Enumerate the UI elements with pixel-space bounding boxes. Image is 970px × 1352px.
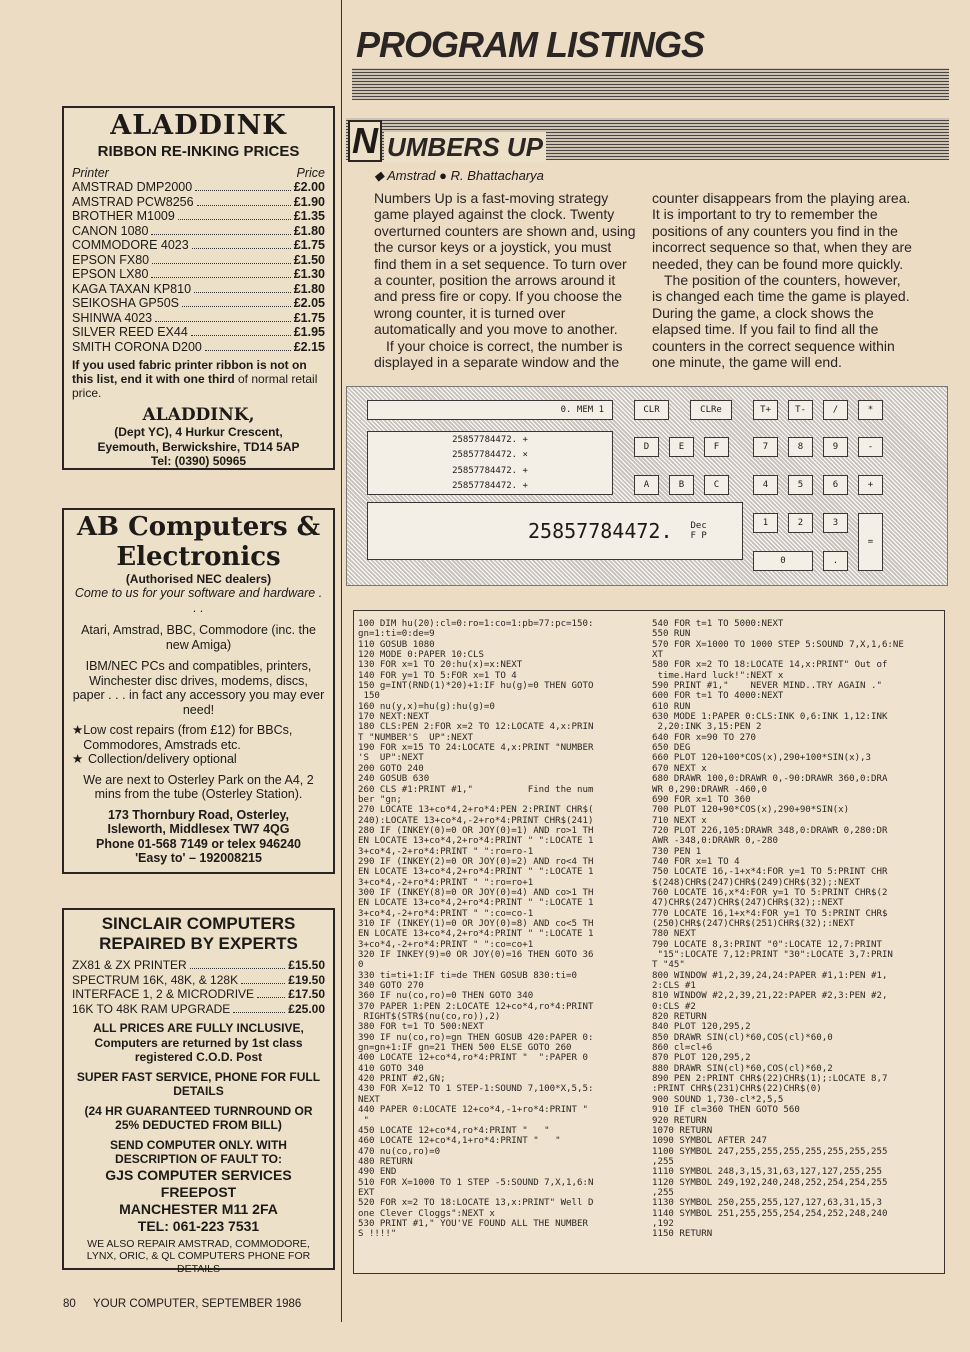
ad-dealer: (Authorised NEC dealers) xyxy=(125,572,272,586)
leader-dots xyxy=(152,263,291,264)
key-c[interactable]: C xyxy=(704,475,729,495)
item-name: COMMODORE 4023 xyxy=(72,238,189,252)
byline-machine: Amstrad xyxy=(387,168,436,183)
article-paragraph: Numbers Up is a fast-moving strategy game played against the clock. Twenty overturned counters are shown and, using the cursor keys or a joystick, you must find them in a set sequence. To turn over a counter, position the arrows around it and press fire or copy. If you choose the wrong counter, it is turned over automatically and you move to another. xyxy=(374,190,636,338)
price-row xyxy=(72,987,325,1002)
page-footer xyxy=(63,1298,301,1310)
note-bold: If you used fabric printer ribbon is not on this list, end it with one third xyxy=(72,358,307,386)
article-paragraph: If your choice is correct, the number is displayed in a separate window and the xyxy=(374,337,623,371)
item-price: £1.80 xyxy=(293,223,325,238)
header-band xyxy=(352,68,949,100)
item-name: SMITH CORONA D200 xyxy=(72,339,202,354)
price-list xyxy=(72,958,325,1016)
key-t-plus[interactable]: T+ xyxy=(753,400,778,420)
ad-text: ALL PRICES ARE FULLY INCLUSIVE, Computers are returned by 1st class registered C.O.D. Post xyxy=(93,1021,304,1064)
ad-text: SEND COMPUTER ONLY. WITH DESCRIPTION OF FAULT TO: xyxy=(110,1137,287,1166)
ad-subtitle: RIBBON RE-INKING PRICES xyxy=(97,143,300,160)
ad-phone: TEL: 061-223 7531 xyxy=(137,1217,260,1234)
price-row xyxy=(72,325,325,340)
ad-address xyxy=(72,808,325,866)
byline xyxy=(374,168,544,184)
ad-title: SINCLAIR COMPUTERS REPAIRED BY EXPERTS xyxy=(99,914,298,953)
item-name: EPSON LX80 xyxy=(72,267,149,281)
item-price: £1.30 xyxy=(293,267,325,281)
leader-dots xyxy=(257,997,285,998)
key-b[interactable]: B xyxy=(669,475,694,495)
ad-footnote: WE ALSO REPAIR AMSTRAD, COMMODORE, LYNX, ORIC, & QL COMPUTERS PHONE FOR DETAILS xyxy=(86,1237,311,1275)
article-paragraph: counter disappears from the playing area. It is important to try to remember the positions of any counters you find in the incorrect sequence so that, when they are needed, they can be found more quickly. xyxy=(652,190,912,272)
key-plus[interactable]: + xyxy=(858,475,883,495)
item-name: SEIKOSHA GP50S xyxy=(72,296,179,310)
leader-dots xyxy=(192,248,291,249)
ad-text: SUPER FAST SERVICE, PHONE FOR FULL DETAILS xyxy=(76,1069,321,1098)
price-row xyxy=(72,973,325,988)
listing-right-column: 540 FOR t=1 TO 5000:NEXT 550 RUN 570 FOR X=1000 TO 1000 STEP 5:SOUND 7,X,1,6:NE XT 580 FOR x=2 TO 18:LOCATE 14,x:PRINT" Out of time.Hard luck!":NEXT x 590 PRINT #1," NEVER MIND..TRY AGAIN ." 600 FOR t=1 TO 4000:NEXT 610 RUN 630 MODE 1:PAPER 0:CLS:INK 0,6:INK 1,12:INK 2,20:INK 3,15:PEN 2 640 FOR x=90 TO 270 650 DEG 660 PLOT 120+100*COS(x),290+100*SIN(x),3 670 NEXT x 680 DRAWR 100,0:DRAWR 0,-90:DRAWR 360,0:DRA WR 0,290:DRAWR -460,0 690 FOR x=1 TO 360 700 PLOT 120+90*COS(x),290+90*SIN(x) 710 NEXT x 720 PLOT 226,105:DRAWR 348,0:DRAWR 0,280:DR AWR -348,0:DRAWR 0,-280 730 PEN 1 740 FOR x=1 TO 4 750 LOCATE 16,-1+x*4:FOR y=1 TO 5:PRINT CHR $(248)CHR$(247)CHR$(249)CHR$(32);:NEXT 760 LOCATE 16,x*4:FOR y=1 TO 5:PRINT CHR$(2 47)CHR$(247)CHR$(247)CHR$(32);:NEXT 770 LOCATE 16,1+x*4:FOR y=1 TO 5:PRINT CHR$ (250)CHR$(247)CHR$(251)CHR$(32);:NEXT 780 NEXT 790 LOCATE 8,3:PRINT "0":LOCATE 12,7:PRINT "15":LOCATE 7,12:PRINT "30":LOCATE 3,7:PRIN T "45" 800 WINDOW #1,2,39,24,24:PAPER #1,1:PEN #1, 2:CLS #1 810 WINDOW #2,2,39,21,22:PAPER #2,3:PEN #2, 0:CLS #2 820 RETURN 840 PLOT 120,295,2 850 DRAWR SIN(cl)*60,COS(cl)*60,0 860 cl=cl+6 870 PLOT 120,295,2 880 DRAWR SIN(cl)*60,COS(cl)*60,2 890 PEN 2:PRINT CHR$(22)CHR$(1);:LOCATE 8,7 :PRINT CHR$(231)CHR$(22)CHR$(0) 900 SOUND 1,730-cl*2,5,5 910 IF cl=360 THEN GOTO 560 920 RETURN 1070 RETURN 1090 SYMBOL AFTER 247 1100 SYMBOL 247,255,255,255,255,255,255,255 ,255 1110 SYMBOL 248,3,15,31,63,127,127,255,255 1120 SYMBOL 249,192,240,248,252,254,254,255 ,255 1130 SYMBOL 250,255,255,127,127,63,31,15,3 1140 SYMBOL 251,255,255,254,254,252,248,240 ,192 1150 RETURN xyxy=(652,619,904,1240)
item-name: 16K TO 48K RAM UPGRADE xyxy=(72,1001,231,1016)
program-listing-box xyxy=(353,610,945,1274)
item-name: SILVER REED EX44 xyxy=(72,325,188,339)
col-price: Price xyxy=(296,166,325,180)
price-row xyxy=(72,340,325,355)
item-name: CANON 1080 xyxy=(72,223,149,238)
magazine-issue: YOUR COMPUTER, SEPTEMBER 1986 xyxy=(93,1298,302,1310)
leader-dots xyxy=(182,306,291,307)
item-name: BROTHER M1009 xyxy=(72,209,175,223)
key-clre[interactable]: CLRe xyxy=(690,400,732,420)
leader-dots xyxy=(151,234,290,235)
item-price: £1.50 xyxy=(293,252,325,267)
item-name: AMSTRAD DMP2000 xyxy=(72,180,193,194)
ad-para: Atari, Amstrad, BBC, Commodore (inc. the new Amiga) xyxy=(81,623,316,652)
item-price: £19.50 xyxy=(288,972,325,987)
key-8[interactable]: 8 xyxy=(788,437,813,457)
tape-line: 25857784472. + xyxy=(452,434,528,445)
ad-note xyxy=(72,358,325,400)
calculator-screenshot xyxy=(346,386,948,586)
note-normal: of normal retail price. xyxy=(72,372,318,400)
price-row xyxy=(72,282,325,297)
calc-result xyxy=(367,502,743,560)
result-value: 25857784472. xyxy=(528,519,673,543)
item-price: £2.05 xyxy=(293,296,325,310)
ad-footer-brand: ALADDINK, xyxy=(142,405,255,425)
item-name: INTERFACE 1, 2 & MICRODRIVE xyxy=(72,987,255,1001)
addr-line: Eyemouth, Berwickshire, TD14 5AP xyxy=(97,439,300,454)
item-price: £17.50 xyxy=(288,987,325,1001)
key-d[interactable]: D xyxy=(634,437,659,457)
ad-bullet xyxy=(72,723,325,752)
star-icon: ★ xyxy=(72,723,84,737)
key-e[interactable]: E xyxy=(669,437,694,457)
addr-line: 173 Thornbury Road, Osterley, xyxy=(107,807,290,822)
key-1[interactable]: 1 xyxy=(753,513,778,533)
bullet-icon: ● xyxy=(439,168,448,183)
ad-tagline: Come to us for your software and hardware . . . xyxy=(74,586,323,615)
leader-dots xyxy=(151,277,290,278)
star-icon: ★ xyxy=(72,752,84,766)
key-6[interactable]: 6 xyxy=(823,475,848,495)
ad-telex: 'Easy to' – 192008215 xyxy=(135,851,262,865)
ad-company: GJS COMPUTER SERVICES xyxy=(105,1166,292,1183)
key-clr[interactable]: CLR xyxy=(634,400,669,420)
price-row xyxy=(72,958,325,973)
price-row xyxy=(72,1002,325,1017)
ad-freepost: FREEPOST xyxy=(160,1183,237,1200)
article-title xyxy=(348,120,546,162)
article-column-2 xyxy=(652,190,914,370)
ad-city: MANCHESTER M11 2FA xyxy=(119,1200,278,1217)
tape-line: 25857784472. + xyxy=(452,481,528,492)
ad-address xyxy=(72,425,325,469)
ad-phone: Tel: (0390) 50965 xyxy=(150,454,247,468)
col-printer: Printer xyxy=(72,166,109,180)
item-price: £1.35 xyxy=(293,209,325,223)
ad-text: (24 HR GUARANTEED TURNROUND OR 25% DEDUCTED FROM BILL) xyxy=(84,1103,313,1132)
item-price: £25.00 xyxy=(288,1001,325,1016)
aladdink-ad xyxy=(62,106,335,470)
article-column-1 xyxy=(374,190,636,370)
addr-line: (Dept YC), 4 Hurkur Crescent, xyxy=(114,425,283,439)
leader-dots xyxy=(205,350,291,351)
item-price: £2.00 xyxy=(293,180,325,194)
key-5[interactable]: 5 xyxy=(788,475,813,495)
page-title: PROGRAM LISTINGS xyxy=(356,24,705,65)
ad-bullet xyxy=(72,752,325,767)
item-price: £1.95 xyxy=(293,325,325,339)
key-equals[interactable]: = xyxy=(858,513,883,571)
item-name: AMSTRAD PCW8256 xyxy=(72,194,194,209)
byline-author: R. Bhattacharya xyxy=(450,168,544,183)
page-number: 80 xyxy=(63,1298,76,1310)
price-row xyxy=(72,267,325,282)
leader-dots xyxy=(155,321,291,322)
price-row xyxy=(72,238,325,253)
key-divide[interactable]: / xyxy=(823,400,848,420)
addr-line: Isleworth, Middlesex TW7 4QG xyxy=(107,822,290,836)
item-price: £1.90 xyxy=(293,194,325,209)
item-name: SHINWA 4023 xyxy=(72,310,153,325)
key-4[interactable]: 4 xyxy=(753,475,778,495)
price-row xyxy=(72,253,325,268)
item-price: £15.50 xyxy=(288,958,325,972)
mode-indicator xyxy=(691,521,707,541)
key-0[interactable]: 0 xyxy=(753,551,813,571)
bullet-text: Collection/delivery optional xyxy=(88,752,237,766)
item-price: £1.75 xyxy=(293,310,325,325)
price-row xyxy=(72,296,325,311)
price-list xyxy=(72,180,325,354)
article-title-initial: N xyxy=(348,120,382,162)
leader-dots xyxy=(241,983,285,984)
item-name: EPSON FX80 xyxy=(72,252,150,267)
key-3[interactable]: 3 xyxy=(823,513,848,533)
item-name: ZX81 & ZX PRINTER xyxy=(72,958,187,972)
key-9[interactable]: 9 xyxy=(823,437,848,457)
ad-phone: Phone 01-568 7149 or telex 946240 xyxy=(96,836,301,851)
ad-para: IBM/NEC PCs and compatibles, printers, Winchester disc drives, modems, discs, paper . . . in fact any accessory you may ever need! xyxy=(72,659,325,717)
ad-brand: ALADDINK xyxy=(110,110,287,141)
listing-left-column: 100 DIM hu(20):cl=0:ro=1:co=1:pb=77:pc=150: gn=1:ti=0:de=9 110 GOSUB 1080 120 MODE 0:PAPER 10:CLS 130 FOR x=1 TO 20:hu(x)=x:NEXT 140 FOR y=1 TO 5:FOR x=1 TO 4 150 g=INT(RND(1)*20)+1:IF hu(g)=0 THEN GOTO 150 160 nu(y,x)=hu(g):hu(g)=0 170 NEXT:NEXT 180 CLS:PEN 2:FOR x=2 TO 12:LOCATE 4,x:PRIN T "NUMBER'S UP":NEXT 190 FOR x=15 TO 24:LOCATE 4,x:PRINT "NUMBER 'S UP":NEXT 200 GOTO 240 240 GOSUB 630 260 CLS #1:PRINT #1," Find the num ber "gn; 270 LOCATE 13+co*4,2+ro*4:PEN 2:PRINT CHR$( 240):LOCATE 13+co*4,-2+ro*4:PRINT CHR$(241) 280 IF (INKEY(0)=0 OR JOY(0)=1) AND ro>1 TH EN LOCATE 13+co*4,2+ro*4:PRINT " ":LOCATE 1 3+co*4,-2+ro*4:PRINT " ":ro=ro-1 290 IF (INKEY(2)=0 OR JOY(0)=2) AND ro<4 TH EN LOCATE 13+co*4,2+ro*4:PRINT " ":LOCATE 1 3+co*4,-2+ro*4:PRINT " ":ro=ro+1 300 IF (INKEY(8)=0 OR JOY(0)=4) AND co>1 TH EN LOCATE 13+co*4,2+ro*4:PRINT " ":LOCATE 1 3+co*4,-2+ro*4:PRINT " ":co=co-1 310 IF (INKEY(1)=0 OR JOY(0)=8) AND co<5 TH EN LOCATE 13+co*4,2+ro*4:PRINT " ":LOCATE 1 3+co*4,-2+ro*4:PRINT " ":co=co+1 320 IF INKEY(9)=0 OR JOY(0)=16 THEN GOTO 36 0 330 ti=ti+1:IF ti=de THEN GOSUB 830:ti=0 340 GOTO 270 360 IF nu(co,ro)=0 THEN GOTO 340 370 PAPER 1:PEN 2:LOCATE 12+co*4,ro*4:PRINT RIGHT$(STR$(nu(co,ro)),2) 380 FOR t=1 TO 500:NEXT 390 IF nu(co,ro)=gn THEN GOSUB 420:PAPER 0: gn=gn+1:IF gn=21 THEN 500 ELSE GOTO 260 400 LOCATE 12+co*4,ro*4:PRINT " ":PAPER 0 410 GOTO 340 420 PRINT #2,GN; 430 FOR X=12 TO 1 STEP-1:SOUND 7,100*X,5,5: NEXT 440 PAPER 0:LOCATE 12+co*4,-1+ro*4:PRINT " " 450 LOCATE 12+co*4,ro*4:PRINT " " 460 LOCATE 12+co*4,1+ro*4:PRINT " " 470 nu(co,ro)=0 480 RETURN 490 END 510 FOR X=1000 TO 1 STEP -5:SOUND 7,X,1,6:N EXT 520 FOR x=2 TO 18:LOCATE 13,x:PRINT" Well D one Clever Cloggs":NEXT x 530 PRINT #1," YOU'VE FOUND ALL THE NUMBER S !!!!" xyxy=(358,619,594,1240)
article-title-rest: UMBERS UP xyxy=(384,132,546,162)
leader-dots xyxy=(233,1012,285,1013)
key-7[interactable]: 7 xyxy=(753,437,778,457)
mode-top: Dec xyxy=(690,521,707,531)
key-multiply[interactable]: * xyxy=(858,400,883,420)
key-minus[interactable]: - xyxy=(858,437,883,457)
leader-dots xyxy=(190,968,286,969)
price-row xyxy=(72,209,325,224)
item-price: £1.80 xyxy=(293,281,325,296)
key-t-minus[interactable]: T- xyxy=(788,400,813,420)
price-row xyxy=(72,180,325,195)
price-table-header xyxy=(72,166,325,180)
diamond-icon: ◆ xyxy=(374,168,384,183)
ab-computers-ad xyxy=(62,508,335,874)
price-row xyxy=(72,195,325,210)
ad-brand: AB Computers & Electronics xyxy=(76,512,321,572)
leader-dots xyxy=(195,190,291,191)
article-paragraph: The position of the counters, however, is changed each time the game is played. During the game, a clock shows the elapsed time. If you fail to find all the counters in the correct sequence within one minute, the game will end. xyxy=(652,272,910,371)
bullet-text: Low cost repairs (from £12) for BBCs, Commodores, Amstrads etc. xyxy=(83,723,293,752)
calc-tape xyxy=(367,431,613,495)
leader-dots xyxy=(194,292,291,293)
item-name: SPECTRUM 16K, 48K, & 128K xyxy=(72,972,239,987)
leader-dots xyxy=(197,205,291,206)
key-decimal[interactable]: . xyxy=(823,551,848,571)
item-price: £1.75 xyxy=(293,238,325,252)
key-a[interactable]: A xyxy=(634,475,659,495)
price-row xyxy=(72,224,325,239)
item-price: £2.15 xyxy=(293,339,325,354)
key-f[interactable]: F xyxy=(704,437,729,457)
mode-bottom: F P xyxy=(690,531,707,541)
price-row xyxy=(72,311,325,326)
sinclair-repairs-ad xyxy=(62,908,335,1275)
tape-line: 25857784472. × xyxy=(452,450,528,461)
ad-para: We are next to Osterley Park on the A4, 2 mins from the tube (Osterley Station). xyxy=(83,772,314,801)
column-divider xyxy=(341,0,342,1322)
tape-line: 25857784472. + xyxy=(452,465,528,476)
item-name: KAGA TAXAN KP810 xyxy=(72,281,192,296)
leader-dots xyxy=(191,335,291,336)
calc-display: 0. MEM 1 xyxy=(367,400,613,420)
key-2[interactable]: 2 xyxy=(788,513,813,533)
leader-dots xyxy=(178,219,291,220)
